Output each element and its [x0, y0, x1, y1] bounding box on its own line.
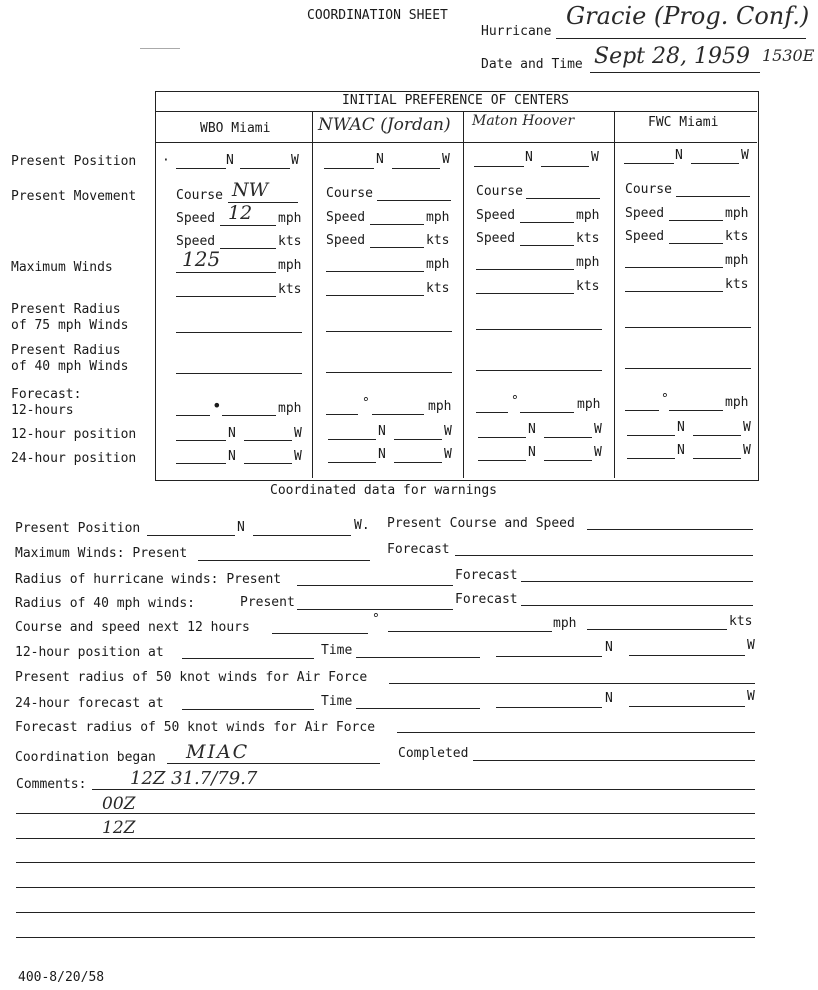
row-label-12-hour-position: 12-hour position: [11, 427, 137, 442]
comments-line[interactable]: [16, 887, 755, 888]
w-label: W: [743, 443, 751, 458]
column-header-wbo-miami: WBO Miami: [200, 121, 271, 136]
mph-label: mph: [576, 255, 600, 270]
field-line[interactable]: [478, 460, 526, 461]
row-label-radius-40: Present Radius: [11, 343, 121, 358]
forecast-speed-field[interactable]: [520, 412, 574, 413]
w-label: W: [591, 150, 599, 165]
course-label: Course: [326, 186, 373, 201]
field-line[interactable]: [624, 163, 674, 164]
present-position-lat-field[interactable]: [147, 535, 235, 536]
radius-hurricane-present-field[interactable]: [297, 585, 453, 586]
n-label: N: [237, 520, 245, 535]
radius-hurricane-forecast-field[interactable]: [521, 581, 753, 582]
n-label: N: [528, 445, 536, 460]
hurricane-line: [556, 38, 806, 39]
w-label: W: [444, 424, 452, 439]
w-label: W: [594, 422, 602, 437]
mph-label: mph: [577, 397, 601, 412]
field-line[interactable]: [544, 437, 592, 438]
radius-40-label: Radius of 40 mph winds:: [15, 596, 196, 611]
course-speed-next-label: Course and speed next 12 hours: [15, 620, 250, 635]
page-title: COORDINATION SHEET: [307, 8, 448, 23]
pos12-time-field[interactable]: [356, 657, 480, 658]
comment-entry[interactable]: 12Z: [102, 818, 136, 838]
present-course-speed-label: Present Course and Speed: [387, 516, 575, 531]
pos12-time-label: Time: [321, 643, 353, 658]
max-winds-forecast-field[interactable]: [455, 555, 753, 556]
wbo-speed-value[interactable]: 12: [228, 202, 253, 224]
n-label: N: [226, 153, 234, 168]
radius50-af-field[interactable]: [389, 683, 755, 684]
radius-75-field[interactable]: [326, 331, 452, 332]
w-label: W: [741, 148, 749, 163]
wbo-course-value[interactable]: NW: [232, 179, 269, 201]
mph-label: mph: [725, 206, 749, 221]
forecast-course-field[interactable]: [476, 412, 508, 413]
date-time-label: Date and Time: [481, 57, 583, 72]
kts-label: kts: [278, 282, 302, 297]
present-position-label: Present Position: [15, 521, 141, 536]
degree-mark: °: [372, 612, 380, 627]
forecast-radius50-field[interactable]: [397, 732, 755, 733]
comment-entry[interactable]: 12Z 31.7/79.7: [130, 768, 258, 789]
pos12-at-field[interactable]: [182, 658, 314, 659]
course-field[interactable]: [676, 196, 750, 197]
row-label-radius-75-b: of 75 mph Winds: [11, 318, 129, 333]
speed-kts-field[interactable]: [220, 248, 276, 249]
course-field[interactable]: [377, 200, 451, 201]
speed-label: Speed: [476, 231, 516, 246]
forecast-speed-field[interactable]: [669, 410, 723, 411]
forecast24-at-label: 24-hour forecast at: [15, 696, 164, 711]
forecast24-at-field[interactable]: [182, 709, 314, 710]
row-label-forecast-12h: 12-hours: [11, 403, 74, 418]
radius-40-field[interactable]: [326, 372, 452, 373]
speed-label: Speed: [625, 206, 665, 221]
degree-mark: °: [661, 392, 669, 407]
max-winds-mph-field[interactable]: [625, 267, 723, 268]
column-header-nwac: NWAC (Jordan): [318, 115, 451, 135]
speed-field[interactable]: [669, 220, 723, 221]
n-label: N: [605, 691, 613, 706]
comments-line[interactable]: [16, 912, 755, 913]
time-value[interactable]: 1530E: [762, 46, 815, 65]
w-label: W: [294, 426, 302, 441]
table-header-rule: [156, 142, 757, 143]
n-label: N: [376, 152, 384, 167]
field-line[interactable]: [478, 437, 526, 438]
field-line[interactable]: [328, 439, 376, 440]
comments-line[interactable]: [16, 838, 755, 839]
kts-label: kts: [725, 277, 749, 292]
radius-75-field[interactable]: [476, 329, 602, 330]
field-line[interactable]: [691, 163, 739, 164]
w-label: W.: [354, 518, 370, 533]
forecast-radius50-label: Forecast radius of 50 knot winds for Air Force: [15, 720, 376, 735]
field-line[interactable]: [244, 463, 292, 464]
wbo-max-winds-value[interactable]: 125: [182, 247, 221, 271]
next-course-field[interactable]: [272, 633, 368, 634]
w-label: W: [444, 447, 452, 462]
n-label: N: [605, 640, 613, 655]
course-field[interactable]: [526, 198, 600, 199]
mph-label: mph: [725, 253, 749, 268]
next-speed-kts-field[interactable]: [587, 629, 727, 630]
mph-label: mph: [576, 208, 600, 223]
forecast-speed-field[interactable]: [372, 414, 424, 415]
degree-mark: °: [362, 396, 370, 411]
n-label: N: [228, 449, 236, 464]
mph-label: mph: [278, 401, 302, 416]
n-label: N: [675, 148, 683, 163]
field-line[interactable]: [693, 458, 741, 459]
hurricane-value[interactable]: Gracie (Prog. Conf.): [566, 2, 810, 30]
n-label: N: [228, 426, 236, 441]
mph-label: mph: [428, 399, 452, 414]
n-label: N: [528, 422, 536, 437]
column-divider: [463, 112, 464, 478]
degree-mark: °: [511, 394, 519, 409]
row-label-radius-75: Present Radius: [11, 302, 121, 317]
radius-hurricane-present-label: Radius of hurricane winds: Present: [15, 572, 282, 587]
row-label-present-position: Present Position: [11, 154, 137, 169]
column-header-fwc-miami: FWC Miami: [648, 115, 719, 130]
speed-label: Speed: [476, 208, 516, 223]
radius-40-present-field[interactable]: [297, 609, 453, 610]
mph-label: mph: [426, 257, 450, 272]
stray-mark: [140, 48, 180, 49]
speed-kts-field[interactable]: [520, 245, 574, 246]
field-line[interactable]: [328, 462, 376, 463]
w-label: W: [747, 689, 755, 704]
forecast-course-field[interactable]: [326, 414, 358, 415]
table-title: INITIAL PREFERENCE OF CENTERS: [342, 93, 569, 108]
speed-label: Speed: [176, 234, 216, 249]
field-line[interactable]: [240, 168, 290, 169]
mph-label: mph: [278, 258, 302, 273]
column-header-maton-hoover: Maton Hoover: [472, 113, 575, 129]
comment-entry[interactable]: 00Z: [102, 794, 136, 814]
max-winds-mph-field[interactable]: [176, 272, 276, 273]
speed-field[interactable]: [520, 222, 574, 223]
w-label: W: [743, 420, 751, 435]
radius-75-field[interactable]: [176, 332, 302, 333]
row-label-forecast: Forecast:: [11, 387, 82, 402]
kts-label: kts: [576, 231, 600, 246]
field-line[interactable]: [394, 462, 442, 463]
row-label-24-hour-position: 24-hour position: [11, 451, 137, 466]
forecast24-time-field[interactable]: [356, 708, 480, 709]
field-line[interactable]: [176, 463, 226, 464]
max-winds-forecast-label: Forecast: [387, 542, 450, 557]
table-title-rule: [156, 111, 757, 112]
n-label: N: [677, 443, 685, 458]
speed-label: Speed: [176, 211, 216, 226]
completed-field[interactable]: [473, 760, 755, 761]
max-winds-kts-field[interactable]: [625, 291, 723, 292]
centers-table: [155, 91, 759, 481]
coordination-began-value[interactable]: MIAC: [186, 741, 250, 763]
w-label: W: [594, 445, 602, 460]
w-label: W: [442, 152, 450, 167]
w-label: W: [291, 153, 299, 168]
max-winds-mph-field[interactable]: [326, 271, 424, 272]
forecast-speed-field[interactable]: [222, 415, 276, 416]
n-label: N: [525, 150, 533, 165]
mph-label: mph: [426, 210, 450, 225]
radius-40-present-label: Present: [240, 595, 295, 610]
date-time-line: [590, 72, 760, 73]
field-line[interactable]: [544, 460, 592, 461]
field-line[interactable]: [627, 435, 675, 436]
forecast24-time-label: Time: [321, 694, 353, 709]
comments-line[interactable]: [16, 937, 755, 938]
kts-label: kts: [725, 229, 749, 244]
degree-mark: •: [212, 396, 222, 415]
form-number: 400-8/20/58: [18, 970, 105, 985]
max-winds-present-field[interactable]: [198, 560, 370, 561]
speed-kts-field[interactable]: [669, 243, 723, 244]
radius-40-field[interactable]: [476, 370, 602, 371]
radius-40-field[interactable]: [176, 373, 302, 374]
mph-label: mph: [553, 616, 577, 631]
w-label: W: [747, 638, 755, 653]
max-winds-kts-field[interactable]: [476, 293, 574, 294]
comments-line[interactable]: [16, 862, 755, 863]
speed-label: Speed: [326, 233, 366, 248]
field-line[interactable]: [394, 439, 442, 440]
field-line[interactable]: [693, 435, 741, 436]
radius-40-forecast-field[interactable]: [521, 605, 753, 606]
row-label-radius-40-b: of 40 mph Winds: [11, 359, 129, 374]
column-divider: [312, 112, 313, 478]
present-position-lon-field[interactable]: [253, 535, 351, 536]
n-label: N: [378, 424, 386, 439]
column-divider: [614, 112, 615, 478]
field-line[interactable]: [474, 166, 524, 167]
comments-label: Comments:: [16, 777, 87, 792]
comments-line[interactable]: [92, 789, 755, 790]
n-label: N: [378, 447, 386, 462]
kts-label: kts: [576, 279, 600, 294]
field-line[interactable]: [324, 168, 374, 169]
kts-label: kts: [426, 233, 450, 248]
present-course-speed-field[interactable]: [587, 529, 753, 530]
field-line[interactable]: [176, 168, 226, 169]
next-speed-mph-field[interactable]: [388, 631, 552, 632]
max-winds-kts-field[interactable]: [326, 295, 424, 296]
radius-40-field[interactable]: [625, 368, 751, 369]
radius-75-field[interactable]: [625, 327, 751, 328]
section-title: Coordinated data for warnings: [270, 483, 497, 498]
max-winds-kts-field[interactable]: [176, 296, 276, 297]
coordination-began-label: Coordination began: [15, 750, 156, 765]
w-label: W: [294, 449, 302, 464]
kts-label: kts: [729, 614, 753, 629]
field-line[interactable]: [627, 458, 675, 459]
field-line[interactable]: [541, 166, 589, 167]
pos12-lat-field[interactable]: [496, 656, 602, 657]
course-label: Course: [625, 182, 672, 197]
forecast-course-field[interactable]: [176, 415, 210, 416]
radius-40-forecast-label: Forecast: [455, 592, 518, 607]
mph-label: mph: [278, 211, 302, 226]
forecast24-lat-field[interactable]: [496, 707, 602, 708]
kts-label: kts: [426, 281, 450, 296]
date-value[interactable]: Sept 28, 1959: [594, 44, 750, 69]
speed-field[interactable]: [220, 225, 276, 226]
max-winds-present-label: Maximum Winds: Present: [15, 546, 188, 561]
n-label: N: [677, 420, 685, 435]
pos12-at-label: 12-hour position at: [15, 645, 164, 660]
field-line[interactable]: [176, 440, 226, 441]
completed-label: Completed: [398, 746, 469, 761]
pos12-lon-field[interactable]: [629, 655, 745, 656]
kts-label: kts: [278, 234, 302, 249]
field-line[interactable]: [244, 440, 292, 441]
mph-label: mph: [725, 395, 749, 410]
speed-kts-field[interactable]: [370, 247, 424, 248]
radius50-af-label: Present radius of 50 knot winds for Air Force: [15, 670, 368, 685]
forecast-course-field[interactable]: [625, 410, 659, 411]
forecast24-lon-field[interactable]: [629, 706, 745, 707]
max-winds-mph-field[interactable]: [476, 269, 574, 270]
speed-label: Speed: [326, 210, 366, 225]
speed-label: Speed: [625, 229, 665, 244]
dot-mark: ·: [162, 153, 170, 168]
course-label: Course: [176, 188, 223, 203]
course-label: Course: [476, 184, 523, 199]
row-label-maximum-winds: Maximum Winds: [11, 260, 113, 275]
field-line[interactable]: [392, 168, 440, 169]
row-label-present-movement: Present Movement: [11, 189, 137, 204]
hurricane-label: Hurricane: [481, 24, 552, 39]
radius-hurricane-forecast-label: Forecast: [455, 568, 518, 583]
coordination-began-field[interactable]: [167, 763, 380, 764]
speed-field[interactable]: [370, 224, 424, 225]
